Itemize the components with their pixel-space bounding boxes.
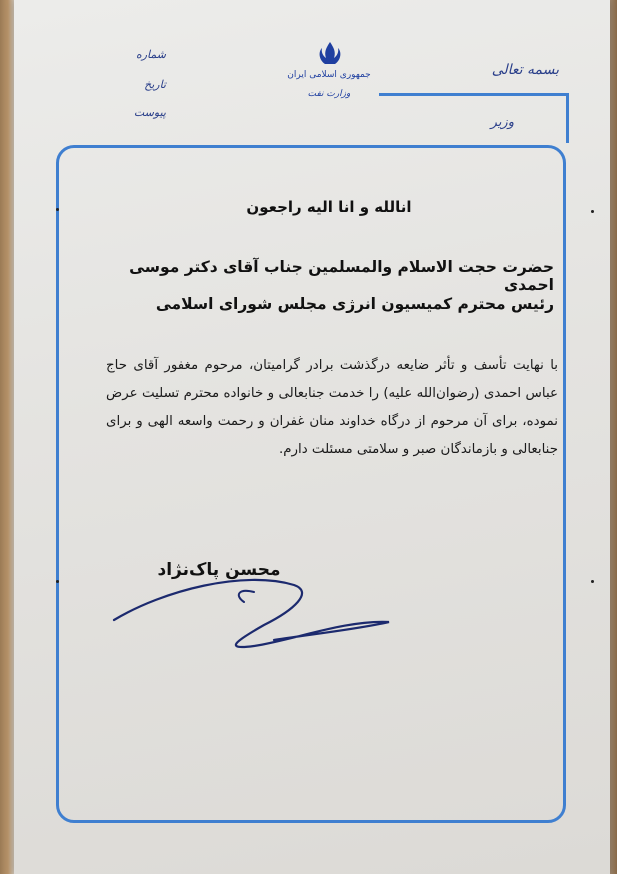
signer-name: محسن پاک‌نژاد [157, 560, 281, 580]
verse-heading: انالله و انا الیه راجعون [246, 198, 412, 216]
punch-mark [591, 210, 594, 213]
letter-body: با نهایت تأسف و تأثر ضایعه درگذشت برادر گرامیتان، مرحوم مغفور آقای حاج عباس احمدی (رضوان‌الله علیه) را خدمت جنابعالی و خانواده محترم تسلیت عرض نموده، برای آن مرحوم از درگاه خداوند منان غفران و رحمت واسعه الهی و برای جنابعالی و بازماندگان صبر و سلامتی مسئلت دارم. [106, 358, 558, 457]
meta-number-label: شماره [135, 48, 166, 61]
minister-title: وزیر [490, 115, 514, 130]
letter-paper [14, 0, 610, 874]
country-name: جمهوری اسلامی ایران [287, 70, 371, 80]
meta-attachment-label: پیوست [133, 106, 166, 119]
basmala: بسمه تعالی [491, 62, 559, 78]
punch-mark [56, 580, 59, 583]
punch-mark [56, 208, 59, 211]
handwritten-signature [104, 550, 404, 670]
meta-date-label: تاریخ [144, 78, 166, 91]
addressee-line-2: رئیس محترم کمیسیون انرژی مجلس شورای اسلامی [155, 295, 554, 313]
ministry-name: وزارت نفت [307, 89, 351, 99]
punch-mark [591, 580, 594, 583]
header-divider [379, 93, 569, 96]
header-divider-vertical [566, 93, 569, 143]
addressee-line-1: حضرت حجت الاسلام والمسلمین جناب آقای دکتر موسی احمدی [129, 258, 554, 294]
letter-frame [56, 145, 566, 823]
